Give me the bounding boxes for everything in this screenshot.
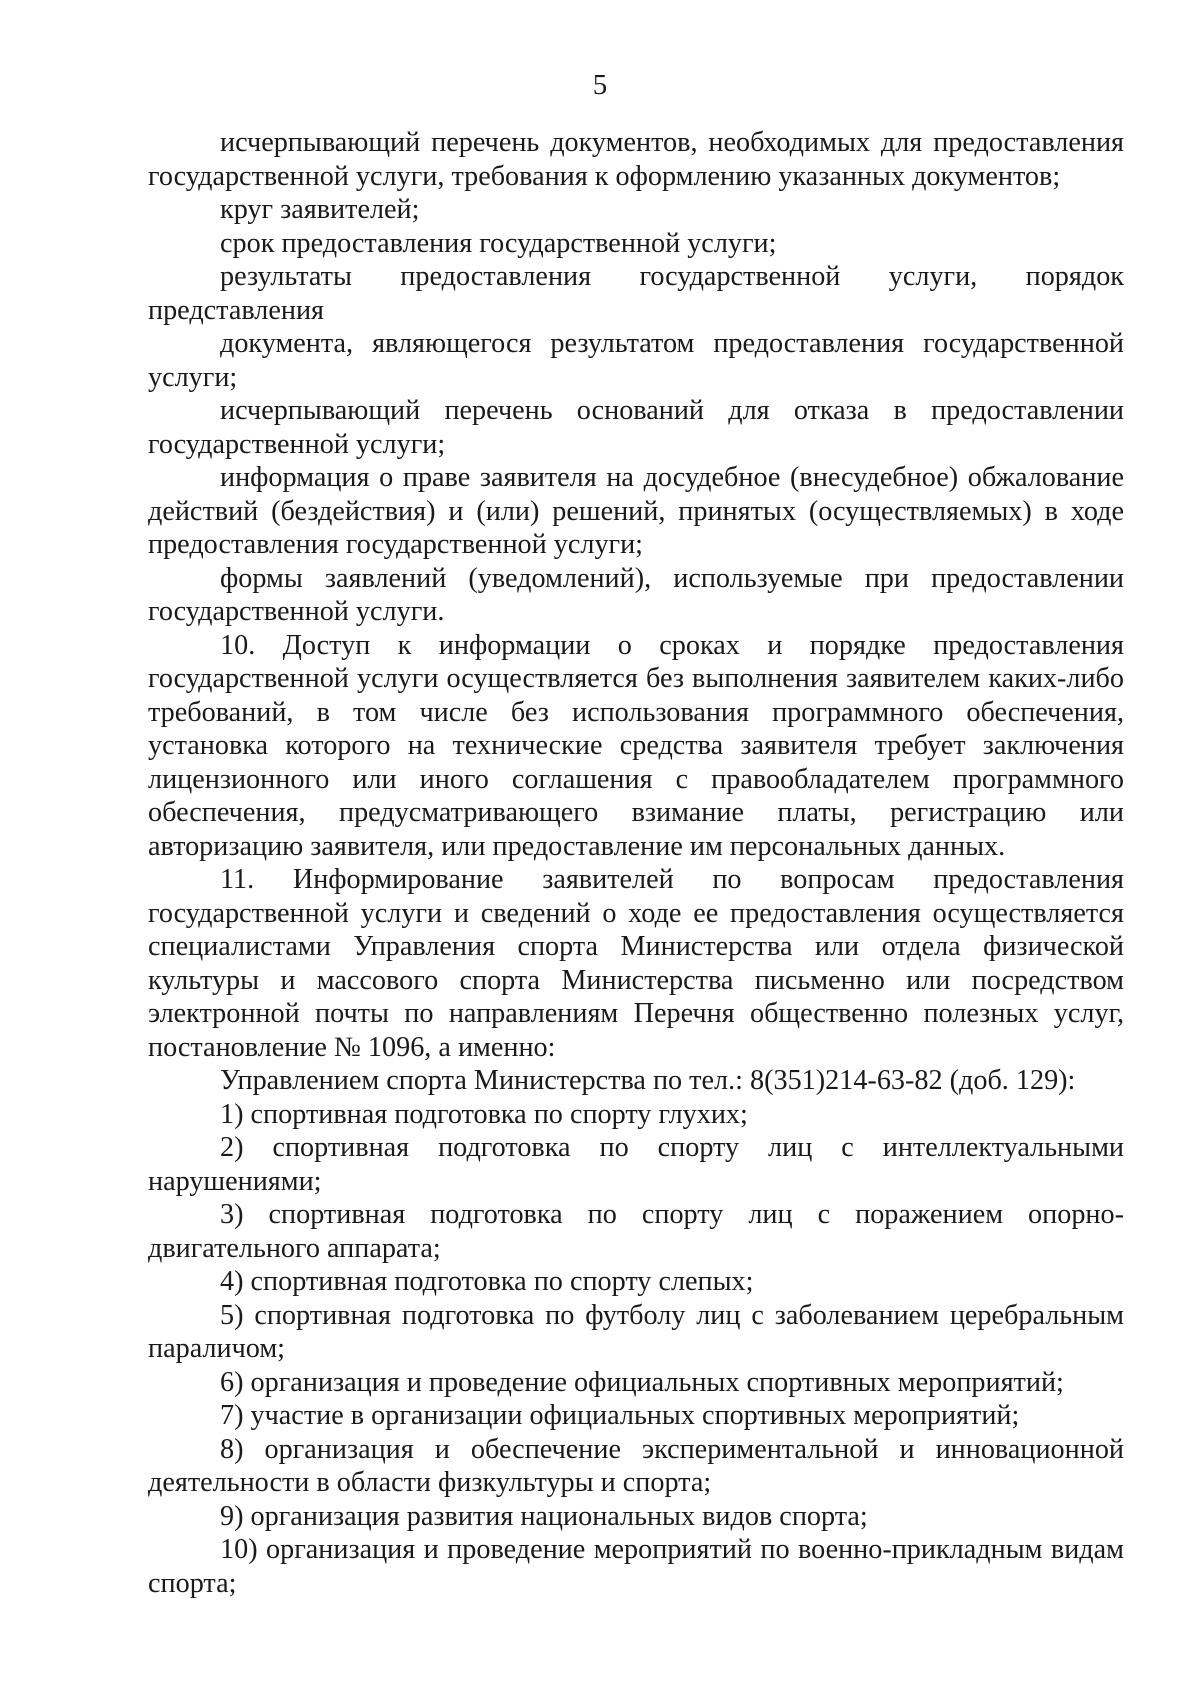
list-item: 8) организация и обеспечение экспериментальной и инновационной деятельности в области физкультуры и спорта; [148,1433,1124,1498]
paragraph: информация о праве заявителя на досудебное (внесудебное) обжалование действий (бездействия) и (или) решений, принятых (осуществляемых) в ходе предоставления государственной услуги; [148,462,1124,560]
paragraph: исчерпывающий перечень оснований для отказа в предоставлении государственной услуги; [148,395,1124,460]
paragraph: формы заявлений (уведомлений), используемые при предоставлении государственной услуги. [148,562,1124,627]
list-item: 9) организация развития национальных видов спорта; [220,1500,868,1532]
paragraph-item-11: 11. Информирование заявителей по вопросам предоставления государственной услуги и сведений о ходе ее предоставления осуществляется специалистами Управления спорта Министерства или отдела физической культуры и массового спорта Министерства письменно или посредством электронной почты по направлениям Перечня общественно полезных услуг, постановление № 1096, а именно: [148,864,1124,1063]
page-number: 5 [592,69,608,101]
paragraph: круг заявителей; [220,194,420,225]
paragraph: срок предоставления государственной услуги; [220,227,777,259]
list-item: 5) спортивная подготовка по футболу лиц с заболеванием церебральным параличом; [148,1299,1124,1364]
paragraph: Управлением спорта Министерства по тел.: 8(351)214-63-82 (доб. 129): [220,1065,1076,1096]
paragraph: документа, являющегося результатом предоставления государственной услуги; [148,328,1124,393]
list-item: 7) участие в организации официальных спортивных мероприятий; [220,1400,1020,1431]
paragraph-item-10: 10. Доступ к информации о сроках и порядке предоставления государственной услуги осуществляется без выполнения заявителем каких-либо требований, в том числе без использования программного обеспечения, установка которого на технические средства заявителя требует заключения лицензионного или иного соглашения с правообладателем программного обеспечения, предусматривающего взимание платы, регистрацию или авторизацию заявителя, или предоставление им персональных данных. [148,629,1124,862]
paragraph: исчерпывающий перечень документов, необходимых для предоставления государственной услуги, требования к оформлению указанных документов; [148,127,1124,192]
list-item: 6) организация и проведение официальных спортивных мероприятий; [220,1366,1064,1398]
list-item: 10) организация и проведение мероприятий по военно-прикладным видам спорта; [148,1534,1124,1599]
list-item: 3) спортивная подготовка по спорту лиц с поражением опорно-двигательного аппарата; [148,1199,1124,1264]
list-item: 4) спортивная подготовка по спорту слепых; [220,1266,754,1297]
document-body [148,126,1124,1600]
paragraph: результаты предоставления государственной услуги, порядок представления [148,261,1124,326]
list-item: 2) спортивная подготовка по спорту лиц с интеллектуальными нарушениями; [148,1132,1124,1197]
list-item: 1) спортивная подготовка по спорту глухих; [220,1098,748,1130]
